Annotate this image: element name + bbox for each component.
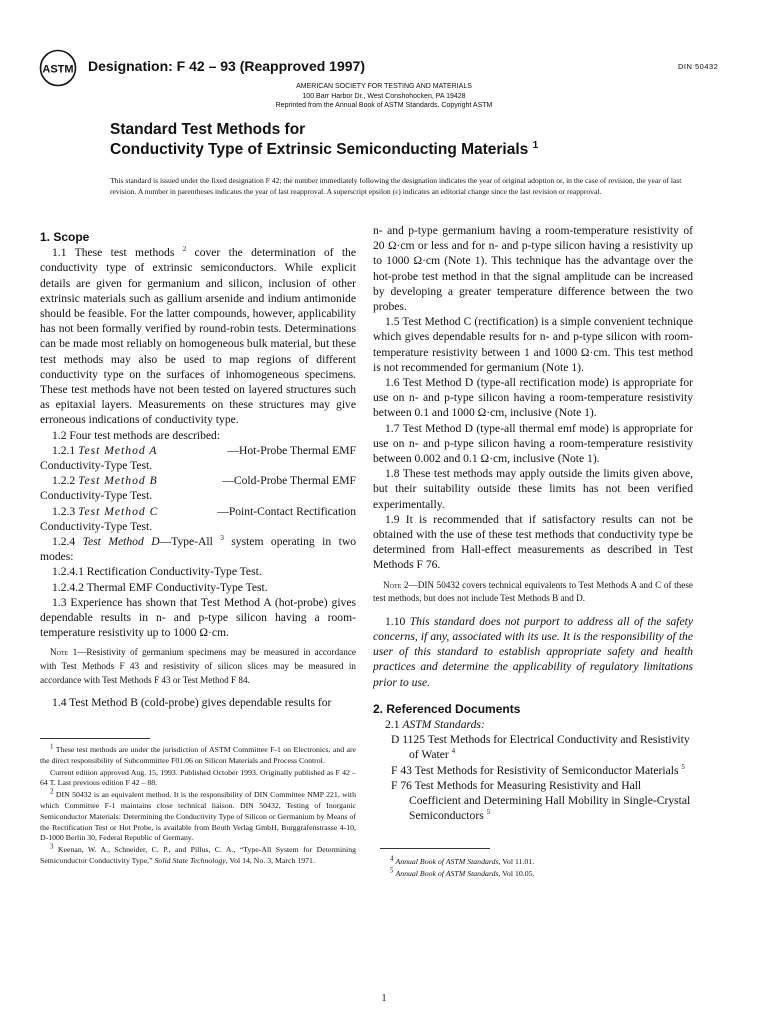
- title-footnote-ref: 1: [532, 139, 539, 151]
- page-number: 1: [381, 993, 387, 1004]
- footnote-2: $^2$ DIN 50432 is an equivalent method. It is the responsibility of DIN Committee NMP 221, with which Committee F-1 maintains close technical liaison. DIN 50432, Testing of Inorganic Semiconductor Materials: Determining the Conductivity Type of Silicon or Germanium by Means of the Rectification Test or Hot Probe, is available from Beuth Verlag GmbH, Burggrafenstrasse 4-10, D-1000 Berlin 30, Federal Republic of Germany.: [40, 787, 356, 843]
- para-1-1: 1.1 These test methods $^2$ cover the determination of the conductivity type of extrinsic semiconductors. While explicit details are given for germanium and silicon, inclusion of other extrinsic materials such as gallium arsenide and indium antimonide should be feasible. For the latter compounds, however, applicability has not been formally verified by round-robin tests. Determinations can be made most reliably on homogeneous bulk material, but these test methods may also be used to map regions of different conductivity type on the surfaces of inhomogeneous specimens. These test methods have not been tested on layered structures such as epitaxial layers. Measurements on these structures may give erroneous indications of conductivity type.: [40, 245, 356, 427]
- svg-text:ASTM: ASTM: [42, 63, 74, 76]
- para-1-2: 1.2 Four test methods are described:: [52, 428, 221, 442]
- para-1-8: 1.8 These test methods may apply outside the limits given above, but their suitability outside these limits has not been verified experimentally.: [373, 467, 693, 511]
- footnote-rule-right: [380, 848, 490, 849]
- org-name: AMERICAN SOCIETY FOR TESTING AND MATERIALS: [296, 83, 472, 90]
- org-address: 100 Barr Harbor Dr., West Conshohocken, PA 19428: [302, 92, 466, 100]
- footnotes-left: [40, 742, 357, 868]
- note-2: Note 2—DIN 50432 covers technical equivalents to Test Methods A and C of these test methods, but does not include Test Methods B and D.: [373, 579, 693, 604]
- reprint-line: Reprinted from the Annual Book of ASTM Standards. Copyright ASTM: [275, 102, 493, 110]
- reference-item: F 76 Test Methods for Measuring Resistivity and Hall Coefficient and Determining Hall Mobility in Single-Crystal Semiconductors $^5$: [391, 778, 691, 823]
- para-1-3: 1.3 Experience has shown that Test Method A (hot-probe) gives dependable results in n- and p-type silicon having a room-temperature resistivity up to 1000 Ω·cm.: [40, 595, 356, 640]
- section-heading-references: 2. Referenced Documents: [373, 701, 521, 716]
- footnote-rule-left: [40, 738, 150, 739]
- footnote-4: $^4$ Annual Book of ASTM Standards, Vol 11.01.: [390, 854, 535, 866]
- title-line-1: Standard Test Methods for: [110, 121, 306, 138]
- footnote-5: $^5$ Annual Book of ASTM Standards, Vol 10.05.: [390, 866, 535, 878]
- para-1-9: 1.9 It is recommended that if satisfactory results can not be obtained with the use of these test methods that conductivity type be determined from Hall-effect measurements as described in Test Methods F 76.: [373, 512, 693, 572]
- issuance-notice: This standard is issued under the fixed designation F 42; the number immediately following the designation indicates the year of original adoption or, in the case of revision, the year of last revision. A number in parentheses indicates the year of last reapproval. A superscript epsilon (ε) indicates an editorial change since the last revision or reapproval.: [110, 176, 682, 196]
- para-1-4: 1.4 Test Method B (cold-probe) gives dependable results for: [52, 696, 332, 710]
- right-column: [373, 223, 693, 824]
- para-1-2-1: 1.2.1 Test Method A —Hot-Probe Thermal EMF Conductivity-Type Test.: [40, 443, 356, 473]
- para-2-1: 2.1 ASTM Standards:: [385, 718, 485, 732]
- referenced-documents: [373, 702, 693, 824]
- para-1-6: 1.6 Test Method D (type-all rectification mode) is appropriate for use on n- and p-type silicon having a room-temperature resistivity between 0.1 and 1000 Ω·cm, inclusive (Note 1).: [373, 376, 693, 420]
- din-number: DIN 50432: [678, 62, 719, 71]
- section-heading-scope: 1. Scope: [40, 230, 90, 244]
- title-line-2: Conductivity Type of Extrinsic Semiconducting Materials $^1$: [110, 139, 539, 158]
- reference-item: F 43 Test Methods for Resistivity of Semiconductor Materials $^5$: [391, 762, 685, 777]
- para-1-2-4: 1.2.4 Test Method D—Type-All $^3$ system operating in two modes:: [40, 534, 356, 564]
- designation: Designation: F 42 – 93 (Reapproved 1997): [88, 58, 365, 74]
- para-1-2-4-2: 1.2.4.2 Thermal EMF Conductivity-Type Test.: [52, 580, 268, 594]
- reference-item: D 1125 Test Methods for Electrical Conductivity and Resistivity of Water $^4$: [391, 733, 690, 762]
- footnotes-right: [380, 854, 696, 881]
- para-1-4-cont: n- and p-type germanium having a room-temperature resistivity of 20 Ω·cm or less and for n- and p-type silicon having a resistivity up to 1000 Ω·cm (Note 1). This technique has the advantage over the hot-probe test method in that the signal amplitude can be increased by developing a greater temperature difference between the two probes.: [373, 224, 693, 314]
- footnote-1b: Current edition approved Aug. 15, 1993. Published October 1993. Originally published as F 42 – 64 T. Last previous edition F 42 – 88.: [40, 767, 356, 788]
- para-1-10: 1.10 This standard does not purport to address all of the safety concerns, if any, associated with its use. It is the responsibility of the user of this standard to establish appropriate safety and health practices and determine the applicability of regulatory limitations prior to use.: [373, 614, 693, 689]
- org-block: [0, 82, 768, 111]
- note-1: Note 1—Resistivity of germanium specimens may be measured in accordance with Test Methods F 43 and resistivity of silicon slices may be measured in accordance with Test Methods F 43 or Test Method F 84.: [40, 647, 356, 685]
- para-1-2-3: 1.2.3 Test Method C —Point-Contact Rectification Conductivity-Type Test.: [40, 504, 356, 533]
- para-1-2-4-1: 1.2.4.1 Rectification Conductivity-Type Test.: [52, 565, 262, 579]
- footnote-1: $^1$ These test methods are under the jurisdiction of ASTM Committee F-1 on Electronics, and are the direct responsibility of Subcommittee F01.06 on Silicon Materials and Process Control.: [40, 742, 357, 765]
- para-1-2-2: 1.2.2 Test Method B —Cold-Probe Thermal EMF Conductivity-Type Test.: [40, 474, 356, 503]
- footnote-3: $^3$ Keenan, W. A., Schneider, C. P., and Pillus, C. A., “Type-All System for Determining Semiconductor Conductivity Type,” Solid State Technology, Vol 14, No. 3, March 1971.: [40, 842, 356, 865]
- para-1-5: 1.5 Test Method C (rectification) is a simple convenient technique which gives dependable results for n- and p-type silicon with room-temperature resistivity between 1 and 1000 Ω·cm. This test method is not recommended for germanium (Note 1).: [373, 315, 693, 374]
- para-1-7: 1.7 Test Method D (type-all thermal emf mode) is appropriate for use on n- and p-type silicon having a room-temperature resistivity between 0.002 and 0.1 Ω·cm, inclusive (Note 1).: [373, 421, 693, 466]
- left-column: [40, 230, 356, 710]
- document-title: [110, 120, 538, 160]
